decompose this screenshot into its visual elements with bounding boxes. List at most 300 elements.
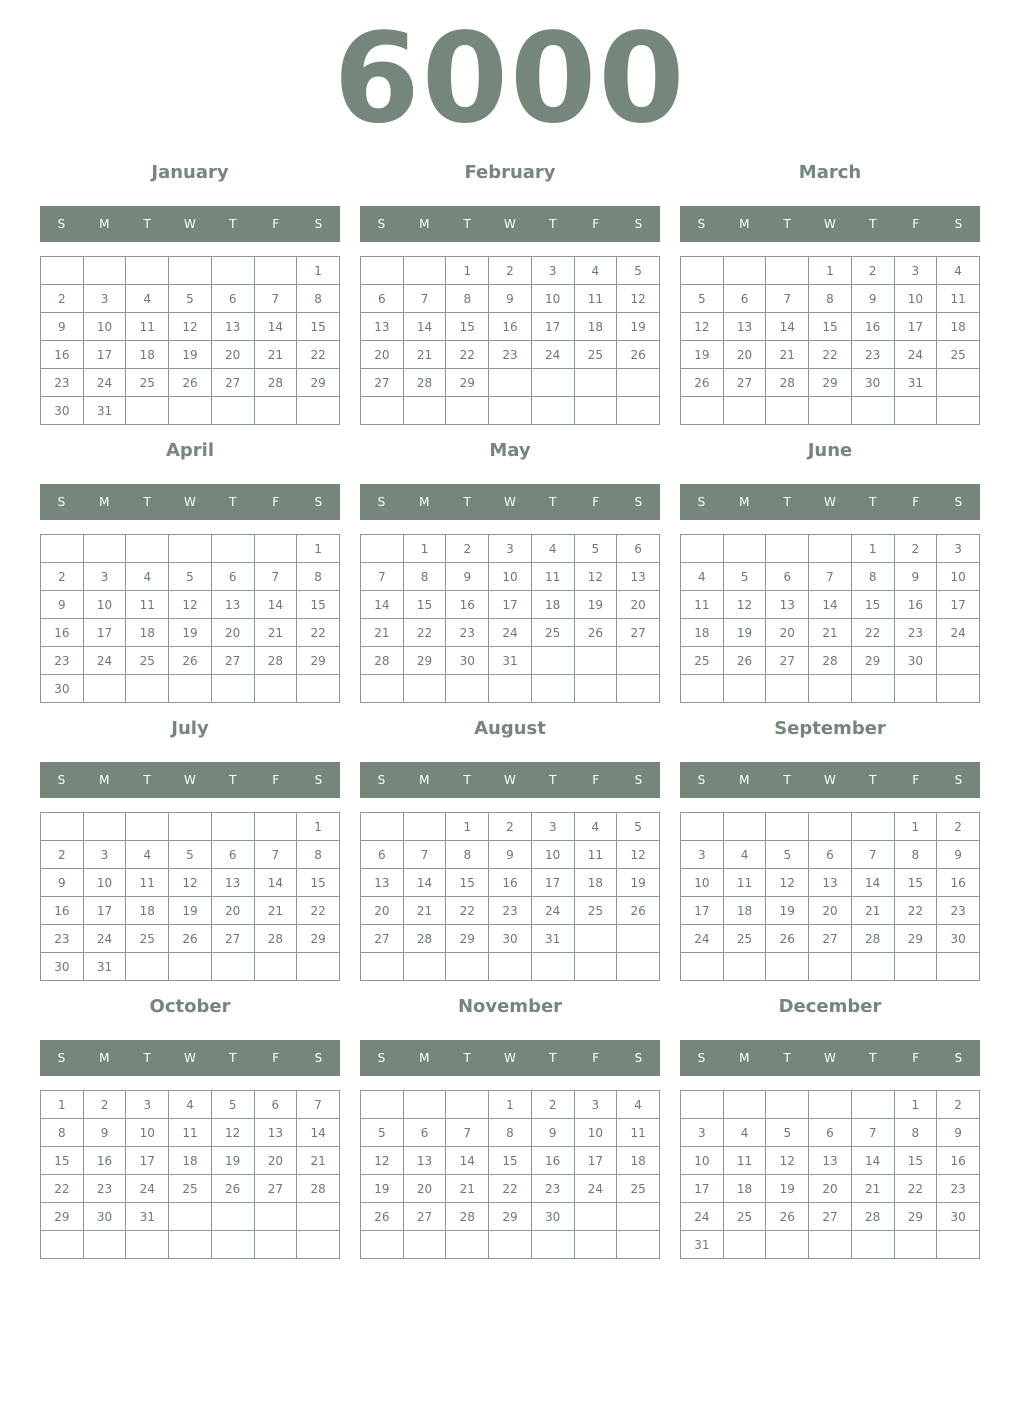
day-cell: 1 — [446, 813, 489, 841]
day-cell: 19 — [766, 1175, 809, 1203]
day-grid — [680, 812, 980, 981]
day-cell: 23 — [41, 369, 84, 397]
month-name: October — [149, 996, 231, 1017]
day-cell — [809, 535, 852, 563]
day-cell: 21 — [254, 619, 297, 647]
day-cell: 5 — [361, 1119, 404, 1147]
day-cell — [126, 257, 169, 285]
day-cell — [361, 397, 404, 425]
day-cell: 16 — [83, 1147, 126, 1175]
day-cell: 23 — [83, 1175, 126, 1203]
day-cell — [446, 953, 489, 981]
day-cell: 4 — [723, 841, 766, 869]
day-cell: 19 — [211, 1147, 254, 1175]
weekday-header — [680, 1040, 980, 1076]
day-cell — [254, 257, 297, 285]
week-row — [361, 257, 660, 285]
day-cell — [169, 397, 212, 425]
day-cell: 22 — [894, 897, 937, 925]
day-cell: 5 — [211, 1091, 254, 1119]
day-cell: 21 — [361, 619, 404, 647]
day-cell: 1 — [894, 813, 937, 841]
weekday-label: F — [272, 773, 280, 787]
day-cell: 3 — [531, 813, 574, 841]
day-cell — [297, 1231, 340, 1259]
week-row — [41, 1175, 340, 1203]
day-cell: 5 — [766, 1119, 809, 1147]
weekday-label: T — [869, 217, 877, 231]
day-cell: 25 — [574, 341, 617, 369]
day-cell: 26 — [681, 369, 724, 397]
day-cell — [211, 813, 254, 841]
day-cell: 22 — [489, 1175, 532, 1203]
weekday-label: S — [377, 773, 386, 787]
day-cell — [617, 925, 660, 953]
day-cell: 3 — [126, 1091, 169, 1119]
day-cell — [894, 1231, 937, 1259]
day-cell — [574, 647, 617, 675]
day-cell: 20 — [403, 1175, 446, 1203]
day-cell: 7 — [403, 285, 446, 313]
day-cell — [851, 953, 894, 981]
day-cell: 22 — [446, 341, 489, 369]
day-cell: 20 — [723, 341, 766, 369]
day-cell: 14 — [297, 1119, 340, 1147]
week-row — [681, 369, 980, 397]
day-cell: 24 — [937, 619, 980, 647]
day-cell: 5 — [723, 563, 766, 591]
week-row — [361, 925, 660, 953]
day-cell — [574, 925, 617, 953]
weekday-label: W — [504, 217, 516, 231]
weekday-label: M — [419, 217, 430, 231]
day-cell — [766, 813, 809, 841]
day-cell: 13 — [211, 313, 254, 341]
weekday-label: M — [419, 1051, 430, 1065]
weekday-label: F — [592, 495, 600, 509]
day-cell: 13 — [723, 313, 766, 341]
day-cell — [361, 257, 404, 285]
day-cell — [723, 675, 766, 703]
week-row — [681, 257, 980, 285]
day-cell — [489, 1231, 532, 1259]
weekday-label: F — [912, 1051, 920, 1065]
day-cell: 29 — [297, 369, 340, 397]
day-cell — [681, 535, 724, 563]
month-name: December — [778, 996, 882, 1017]
day-cell: 11 — [617, 1119, 660, 1147]
day-cell: 30 — [894, 647, 937, 675]
day-grid — [40, 256, 340, 425]
day-cell: 16 — [851, 313, 894, 341]
day-cell — [574, 369, 617, 397]
day-cell: 28 — [254, 925, 297, 953]
week-row — [361, 813, 660, 841]
day-cell: 4 — [937, 257, 980, 285]
day-cell: 3 — [489, 535, 532, 563]
day-cell: 6 — [617, 535, 660, 563]
day-cell: 1 — [41, 1091, 84, 1119]
day-cell: 30 — [851, 369, 894, 397]
day-cell: 7 — [361, 563, 404, 591]
weekday-label: S — [954, 217, 963, 231]
day-cell: 20 — [766, 619, 809, 647]
day-cell: 15 — [41, 1147, 84, 1175]
week-row — [41, 369, 340, 397]
day-cell: 26 — [723, 647, 766, 675]
week-row — [681, 925, 980, 953]
day-cell: 16 — [41, 619, 84, 647]
weekday-label: F — [912, 217, 920, 231]
day-cell — [446, 675, 489, 703]
week-row — [681, 397, 980, 425]
weekday-label: S — [697, 495, 706, 509]
day-cell — [126, 535, 169, 563]
week-row — [361, 619, 660, 647]
day-cell — [937, 369, 980, 397]
week-row — [361, 1147, 660, 1175]
day-cell: 19 — [574, 591, 617, 619]
day-cell: 20 — [254, 1147, 297, 1175]
weekday-label: W — [824, 773, 836, 787]
weekday-label: S — [954, 773, 963, 787]
day-cell: 10 — [83, 313, 126, 341]
week-row — [361, 1091, 660, 1119]
week-row — [41, 285, 340, 313]
year-title: 6000 — [333, 7, 687, 151]
week-row — [41, 341, 340, 369]
day-cell: 25 — [681, 647, 724, 675]
day-cell: 5 — [766, 841, 809, 869]
day-cell — [937, 953, 980, 981]
day-cell: 17 — [489, 591, 532, 619]
day-cell: 11 — [723, 869, 766, 897]
week-row — [361, 869, 660, 897]
weekday-label: T — [869, 495, 877, 509]
week-row — [681, 1231, 980, 1259]
day-cell: 22 — [297, 341, 340, 369]
day-cell: 24 — [126, 1175, 169, 1203]
day-cell: 8 — [403, 563, 446, 591]
day-cell: 28 — [254, 647, 297, 675]
day-cell: 15 — [851, 591, 894, 619]
day-cell — [41, 1231, 84, 1259]
day-cell: 22 — [297, 619, 340, 647]
week-row — [361, 535, 660, 563]
day-cell — [254, 1203, 297, 1231]
weekday-label: W — [504, 773, 516, 787]
day-cell — [617, 369, 660, 397]
day-cell — [809, 953, 852, 981]
day-cell: 7 — [297, 1091, 340, 1119]
weekday-label: T — [783, 1051, 791, 1065]
day-cell: 13 — [766, 591, 809, 619]
day-cell: 16 — [937, 869, 980, 897]
day-cell: 24 — [83, 925, 126, 953]
weekday-header — [360, 484, 660, 520]
day-cell: 28 — [403, 369, 446, 397]
day-cell: 21 — [254, 897, 297, 925]
day-cell — [211, 535, 254, 563]
day-cell: 30 — [531, 1203, 574, 1231]
day-cell — [489, 397, 532, 425]
day-cell — [617, 675, 660, 703]
day-cell: 6 — [254, 1091, 297, 1119]
day-cell: 26 — [766, 1203, 809, 1231]
weekday-label: M — [99, 1051, 110, 1065]
day-cell — [254, 397, 297, 425]
day-cell: 29 — [297, 925, 340, 953]
day-cell: 3 — [894, 257, 937, 285]
day-cell — [851, 397, 894, 425]
day-cell: 19 — [169, 341, 212, 369]
day-cell: 17 — [83, 341, 126, 369]
day-grid — [360, 812, 660, 981]
day-cell: 29 — [41, 1203, 84, 1231]
day-cell: 13 — [617, 563, 660, 591]
day-cell: 19 — [766, 897, 809, 925]
day-cell: 28 — [851, 1203, 894, 1231]
day-cell: 24 — [681, 925, 724, 953]
day-cell: 24 — [574, 1175, 617, 1203]
day-cell — [41, 535, 84, 563]
day-cell — [83, 675, 126, 703]
day-cell: 16 — [41, 897, 84, 925]
day-cell: 13 — [211, 591, 254, 619]
month-name: March — [798, 162, 862, 183]
day-cell: 11 — [681, 591, 724, 619]
day-cell: 7 — [766, 285, 809, 313]
weekday-label: M — [739, 495, 750, 509]
day-cell — [403, 397, 446, 425]
day-cell: 23 — [41, 647, 84, 675]
weekday-label: M — [99, 217, 110, 231]
day-cell: 29 — [851, 647, 894, 675]
weekday-label: T — [869, 773, 877, 787]
day-cell: 27 — [211, 369, 254, 397]
week-row — [41, 869, 340, 897]
day-cell: 18 — [937, 313, 980, 341]
day-cell: 26 — [574, 619, 617, 647]
weekday-label: M — [99, 495, 110, 509]
weekday-label: M — [419, 495, 430, 509]
day-cell — [403, 953, 446, 981]
day-cell — [211, 1231, 254, 1259]
week-row — [41, 257, 340, 285]
weekday-label: S — [634, 495, 643, 509]
day-cell: 11 — [574, 285, 617, 313]
day-cell: 27 — [723, 369, 766, 397]
week-row — [681, 619, 980, 647]
day-cell: 3 — [83, 563, 126, 591]
day-cell: 20 — [211, 619, 254, 647]
day-cell: 5 — [617, 257, 660, 285]
day-cell: 14 — [766, 313, 809, 341]
day-cell: 24 — [83, 369, 126, 397]
month-name: April — [165, 440, 215, 461]
weekday-label: S — [377, 217, 386, 231]
day-cell: 27 — [809, 1203, 852, 1231]
day-cell: 22 — [446, 897, 489, 925]
day-cell: 15 — [297, 313, 340, 341]
day-cell: 16 — [937, 1147, 980, 1175]
day-cell — [489, 675, 532, 703]
day-cell: 8 — [446, 841, 489, 869]
day-cell: 7 — [851, 841, 894, 869]
day-cell: 21 — [297, 1147, 340, 1175]
day-cell: 13 — [254, 1119, 297, 1147]
day-cell — [169, 257, 212, 285]
day-cell: 14 — [254, 313, 297, 341]
day-cell: 13 — [361, 869, 404, 897]
day-cell — [297, 397, 340, 425]
day-cell — [681, 813, 724, 841]
day-cell: 6 — [809, 841, 852, 869]
day-cell: 5 — [574, 535, 617, 563]
weekday-label: S — [954, 1051, 963, 1065]
day-cell: 17 — [574, 1147, 617, 1175]
day-cell: 11 — [126, 313, 169, 341]
day-cell — [894, 953, 937, 981]
day-cell: 18 — [169, 1147, 212, 1175]
weekday-label: M — [419, 773, 430, 787]
week-row — [41, 841, 340, 869]
weekday-header — [40, 762, 340, 798]
day-cell: 2 — [489, 257, 532, 285]
weekday-label: W — [184, 773, 196, 787]
day-cell — [83, 1231, 126, 1259]
weekday-label: F — [592, 773, 600, 787]
day-cell: 14 — [403, 869, 446, 897]
day-cell: 12 — [211, 1119, 254, 1147]
day-cell — [723, 257, 766, 285]
week-row — [361, 563, 660, 591]
day-cell: 15 — [403, 591, 446, 619]
day-cell: 8 — [446, 285, 489, 313]
day-cell — [617, 1203, 660, 1231]
weekday-header — [680, 762, 980, 798]
weekday-label: S — [697, 217, 706, 231]
week-row — [41, 1091, 340, 1119]
day-cell: 9 — [937, 841, 980, 869]
day-cell: 18 — [723, 1175, 766, 1203]
day-cell: 22 — [894, 1175, 937, 1203]
day-cell: 24 — [83, 647, 126, 675]
day-cell — [211, 953, 254, 981]
day-cell: 17 — [126, 1147, 169, 1175]
weekday-label: W — [184, 495, 196, 509]
day-cell: 10 — [894, 285, 937, 313]
day-cell: 14 — [403, 313, 446, 341]
day-cell: 26 — [617, 341, 660, 369]
day-cell — [681, 257, 724, 285]
weekday-label: W — [184, 1051, 196, 1065]
day-cell: 8 — [894, 841, 937, 869]
day-cell — [809, 675, 852, 703]
day-cell: 21 — [446, 1175, 489, 1203]
weekday-label: T — [229, 217, 237, 231]
day-cell: 23 — [937, 897, 980, 925]
day-cell: 12 — [169, 591, 212, 619]
day-cell — [766, 1091, 809, 1119]
day-cell: 12 — [169, 313, 212, 341]
day-cell: 25 — [574, 897, 617, 925]
day-cell: 4 — [617, 1091, 660, 1119]
day-cell — [937, 675, 980, 703]
week-row — [681, 869, 980, 897]
week-row — [41, 397, 340, 425]
day-cell: 20 — [361, 897, 404, 925]
day-cell: 21 — [766, 341, 809, 369]
day-cell — [41, 257, 84, 285]
day-cell: 24 — [531, 341, 574, 369]
day-grid — [40, 1090, 340, 1259]
day-cell: 18 — [723, 897, 766, 925]
day-cell: 4 — [126, 563, 169, 591]
day-cell: 3 — [681, 1119, 724, 1147]
day-cell: 8 — [489, 1119, 532, 1147]
day-cell — [169, 1231, 212, 1259]
week-row — [361, 1231, 660, 1259]
day-cell — [723, 397, 766, 425]
day-cell: 21 — [851, 897, 894, 925]
weekday-label: T — [549, 1051, 557, 1065]
day-cell — [126, 675, 169, 703]
day-cell: 29 — [446, 369, 489, 397]
weekday-label: T — [783, 495, 791, 509]
day-cell: 21 — [403, 897, 446, 925]
weekday-header — [40, 1040, 340, 1076]
day-cell: 17 — [531, 869, 574, 897]
day-cell — [617, 953, 660, 981]
weekday-label: T — [463, 495, 471, 509]
day-cell: 1 — [894, 1091, 937, 1119]
day-cell — [126, 813, 169, 841]
day-cell — [809, 397, 852, 425]
day-cell: 4 — [723, 1119, 766, 1147]
day-cell — [83, 535, 126, 563]
day-cell: 2 — [83, 1091, 126, 1119]
week-row — [41, 1119, 340, 1147]
day-cell: 9 — [851, 285, 894, 313]
week-row — [681, 1203, 980, 1231]
day-cell: 4 — [126, 285, 169, 313]
day-cell: 30 — [83, 1203, 126, 1231]
day-cell: 2 — [851, 257, 894, 285]
day-cell: 7 — [403, 841, 446, 869]
day-grid — [360, 256, 660, 425]
day-cell: 11 — [126, 869, 169, 897]
month-name: November — [457, 996, 563, 1017]
day-cell: 27 — [211, 925, 254, 953]
weekday-label: T — [229, 495, 237, 509]
day-cell — [446, 1231, 489, 1259]
weekday-label: S — [634, 1051, 643, 1065]
week-row — [681, 341, 980, 369]
day-cell: 16 — [446, 591, 489, 619]
day-cell — [851, 675, 894, 703]
weekday-label: S — [377, 495, 386, 509]
day-cell — [403, 1231, 446, 1259]
day-cell: 12 — [617, 841, 660, 869]
day-cell: 15 — [446, 869, 489, 897]
day-cell: 23 — [489, 897, 532, 925]
weekday-header — [360, 1040, 660, 1076]
day-cell: 3 — [83, 841, 126, 869]
day-cell: 15 — [297, 591, 340, 619]
day-cell — [403, 1091, 446, 1119]
day-cell: 10 — [574, 1119, 617, 1147]
